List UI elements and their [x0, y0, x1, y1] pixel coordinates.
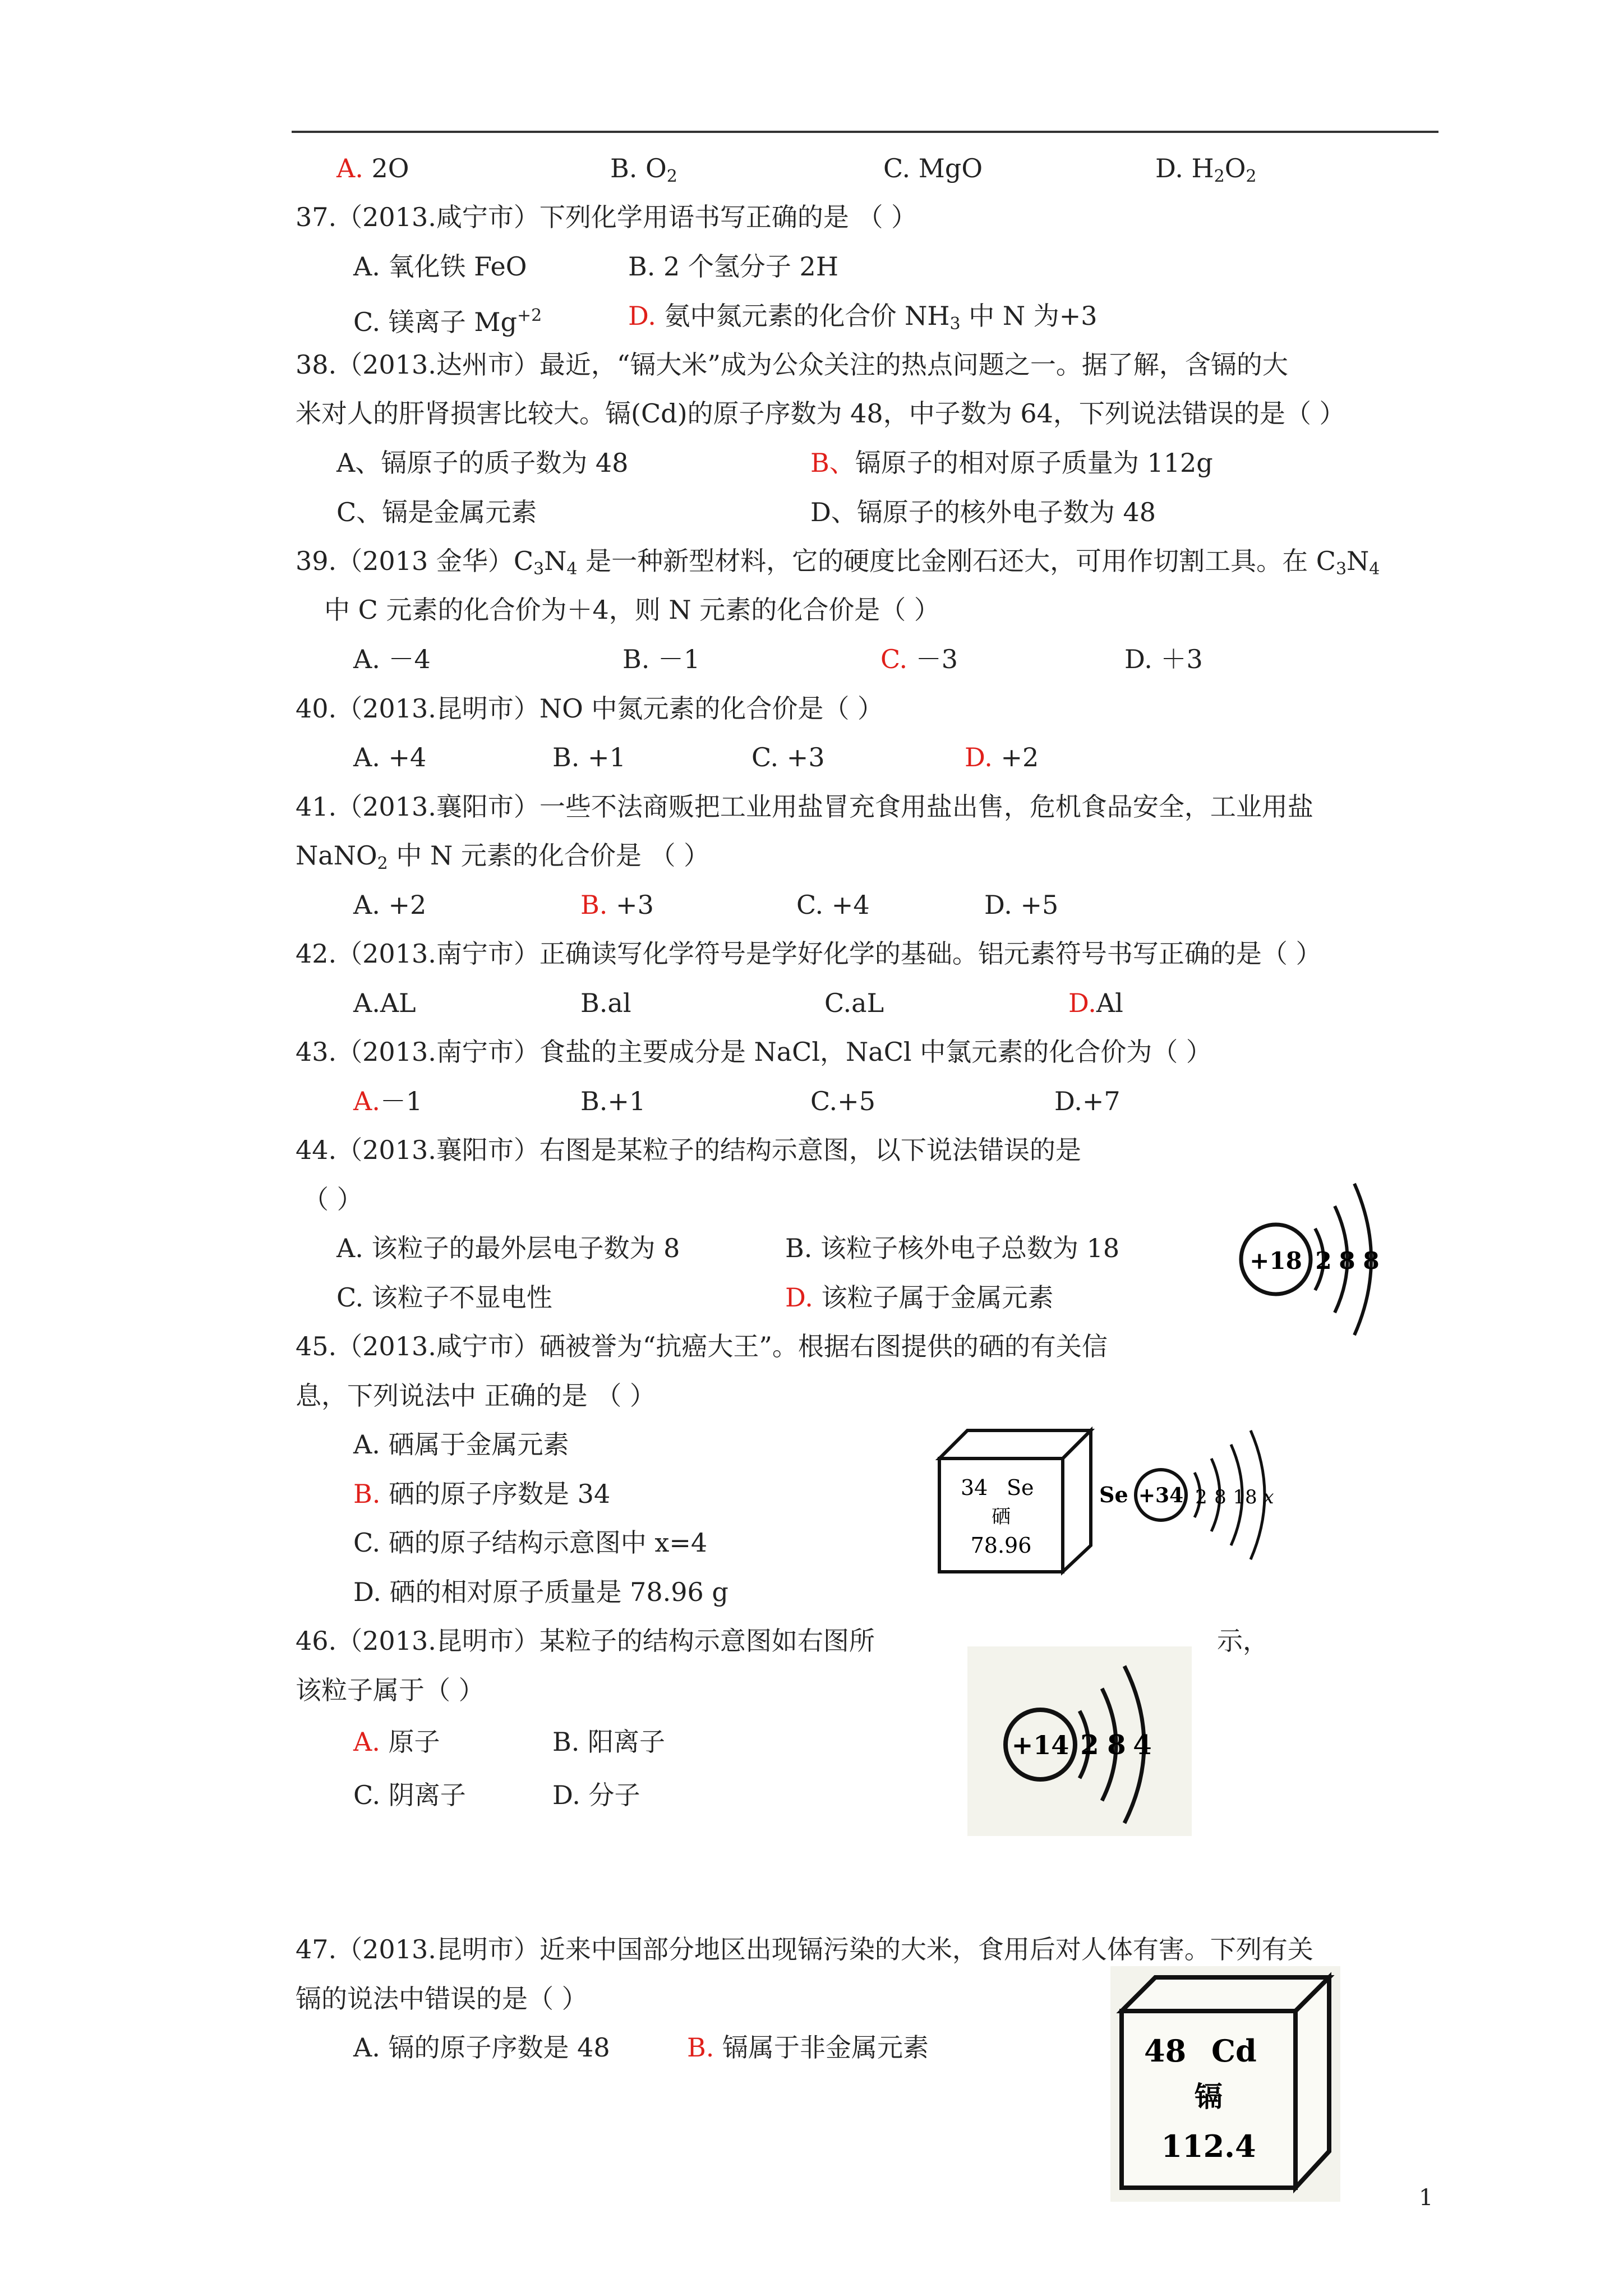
q41-stem-2b: 中 N 元素的化合价是 （ ）	[388, 840, 710, 871]
q40-option-a: A. +4	[353, 742, 427, 772]
q39-n2: N	[1347, 546, 1370, 576]
q43-option-c: C.+5	[810, 1086, 875, 1116]
q45-cell-mass: 78.96	[970, 1533, 1032, 1558]
q47-stem-2: 镉的说法中错误的是（ ）	[296, 1984, 588, 2014]
q39-stem-1a: 39.（2013 金华）C	[296, 546, 534, 576]
page-number: 1	[1419, 2185, 1433, 2211]
q36-option-d: D. H	[1155, 153, 1214, 183]
q41-stem-2a: NaNO	[296, 840, 377, 871]
q47-cell-mass: 112.4	[1161, 2128, 1256, 2164]
q44-shell-2: 8	[1339, 1247, 1355, 1274]
q46-shell-2: 8	[1107, 1729, 1126, 1761]
q42-option-d-letter: D.	[1068, 988, 1096, 1018]
q42-option-b: B.al	[580, 988, 631, 1018]
q46-shell-1: 2	[1080, 1729, 1099, 1761]
q44-option-c: C. 该粒子不显电性	[336, 1282, 552, 1313]
q42-option-a: A.AL	[353, 988, 416, 1018]
q44-option-d: 该粒子属于金属元素	[813, 1282, 1054, 1313]
q45-option-b-letter: B.	[353, 1479, 381, 1509]
q43-option-a: －1	[380, 1086, 423, 1116]
q39-sub2: 4	[566, 559, 578, 579]
q40-option-b: B. +1	[552, 742, 626, 772]
q38-option-c: C、镉是金属元素	[336, 497, 537, 527]
q46-option-d: D. 分子	[552, 1780, 640, 1810]
q36-option-b: B. O	[610, 153, 667, 183]
q37-stem: 37.（2013.咸宁市）下列化学用语书写正确的是 （ ）	[296, 202, 917, 232]
q38-option-a: A、镉原子的质子数为 48	[336, 448, 629, 478]
q45-option-d: D. 硒的相对原子质量是 78.96 g	[353, 1577, 728, 1607]
q39-option-c: －3	[907, 644, 958, 674]
q46-option-a-letter: A.	[353, 1727, 380, 1757]
q37-option-d: 氨中氮元素的化合价 NH	[656, 301, 950, 331]
q47-cell-symbol: Cd	[1211, 2033, 1257, 2069]
q38-option-b: 镉原子的相对原子质量为 112g	[855, 448, 1213, 478]
q43-option-b: B.+1	[580, 1086, 646, 1116]
q46-nucleus-label: +14	[1011, 1730, 1069, 1760]
q44-option-b: B. 该粒子核外电子总数为 18	[785, 1233, 1120, 1263]
q45-cell-symbol: Se	[1007, 1475, 1034, 1500]
q45-shell-4: x	[1263, 1486, 1274, 1508]
q44-stem-1: 44.（2013.襄阳市）右图是某粒子的结构示意图，以下说法错误的是	[296, 1135, 1081, 1165]
q40-option-c: C. +3	[751, 742, 825, 772]
q45-shell-3: 18	[1233, 1486, 1257, 1508]
q44-shell-1: 2	[1315, 1247, 1332, 1274]
q39-n1: N	[544, 546, 567, 576]
q47-cell-number: 48	[1144, 2033, 1187, 2069]
q39-stem-1b: 是一种新型材料，它的硬度比金刚石还大，可用作切割工具。在 C	[577, 546, 1336, 576]
q37-option-d-letter: D.	[628, 301, 656, 331]
q38-stem-2: 米对人的肝肾损害比较大。镉(Cd)的原子序数为 48，中子数为 64，下列说法错误的是（ ）	[296, 398, 1345, 429]
q45-element-cell	[934, 1425, 1102, 1576]
q37-option-a: A. 氧化铁 FeO	[353, 251, 527, 282]
q47-cell-name: 镉	[1195, 2080, 1223, 2113]
q45-stem-2: 息，下列说法中 正确的是 （ ）	[296, 1381, 656, 1411]
q41-option-d: D. +5	[984, 890, 1059, 920]
q39-stem-2: 中 C 元素的化合价为＋4，则 N 元素的化合价是（ ）	[324, 595, 940, 625]
q39-option-d: D. ＋3	[1124, 644, 1203, 674]
header-rule	[292, 131, 1438, 133]
q47-option-b-letter: B.	[687, 2032, 714, 2063]
q41-option-b-letter: B.	[580, 890, 608, 920]
q46-option-a: 原子	[380, 1727, 440, 1757]
q38-stem-1: 38.（2013.达州市）最近，“镉大米”成为公众关注的热点问题之一。据了解，含镉的大	[296, 349, 1288, 380]
q44-atom-diagram	[1228, 1167, 1408, 1352]
q43-stem: 43.（2013.南宁市）食盐的主要成分是 NaCl，NaCl 中氯元素的化合价为（ ）	[296, 1037, 1212, 1067]
q39-option-b: B. －1	[623, 644, 700, 674]
q45-option-c: C. 硒的原子结构示意图中 x=4	[353, 1527, 708, 1558]
q41-option-c: C. +4	[796, 890, 870, 920]
q46-option-c: C. 阴离子	[353, 1780, 466, 1810]
q46-stem-1: 46.（2013.昆明市）某粒子的结构示意图如右图所	[296, 1626, 875, 1656]
q37-option-d-sub: 3	[949, 314, 961, 334]
q46-stem-1-tail: 示，	[1217, 1626, 1269, 1656]
q44-stem-2: （ ）	[303, 1184, 363, 1214]
q40-stem: 40.（2013.昆明市）NO 中氮元素的化合价是（ ）	[296, 693, 884, 724]
q41-stem-1: 41.（2013.襄阳市）一些不法商贩把工业用盐冒充食用盐出售，危机食品安全，工业用盐	[296, 792, 1313, 822]
q39-sub3: 3	[1335, 559, 1347, 579]
q45-option-a: A. 硒属于金属元素	[353, 1429, 569, 1460]
q37-option-b: B. 2 个氢分子 2H	[628, 251, 838, 282]
q45-nucleus-label: +34	[1138, 1484, 1184, 1507]
q42-stem: 42.（2013.南宁市）正确读写化学符号是学好化学的基础。铝元素符号书写正确的是（ ）	[296, 938, 1322, 969]
q47-option-a: A. 镉的原子序数是 48	[353, 2032, 610, 2063]
q46-shell-3: 4	[1133, 1729, 1152, 1761]
q39-sub1: 3	[533, 559, 545, 579]
q36-option-a-letter: A.	[336, 153, 363, 183]
q36-option-b-sub: 2	[666, 167, 677, 186]
q46-option-b: B. 阳离子	[552, 1727, 666, 1757]
q45-shell-1: 2	[1195, 1486, 1207, 1508]
q45-stem-1: 45.（2013.咸宁市）硒被誉为“抗癌大王”。根据右图提供的硒的有关信	[296, 1331, 1108, 1361]
q38-option-b-letter: B、	[810, 448, 855, 478]
q47-stem-1: 47.（2013.昆明市）近来中国部分地区出现镉污染的大米，食用后对人体有害。下列有关	[296, 1934, 1313, 1964]
q37-option-d-tail: 中 N 为+3	[960, 301, 1098, 331]
q45-fig-symbol: Se	[1099, 1482, 1128, 1507]
q46-stem-2: 该粒子属于（ ）	[296, 1675, 485, 1705]
q40-option-d: +2	[992, 742, 1039, 772]
q44-shell-3: 8	[1363, 1247, 1380, 1274]
q38-option-d: D、镉原子的核外电子数为 48	[810, 497, 1156, 527]
q36-option-d-sub2: 2	[1246, 167, 1257, 186]
q39-stem-1	[296, 544, 1380, 586]
q42-option-c: C.aL	[824, 988, 884, 1018]
q41-option-a: A. +2	[353, 890, 427, 920]
q47-option-b: 镉属于非金属元素	[714, 2032, 929, 2063]
q36-option-d-sub1: 2	[1214, 167, 1225, 186]
q43-option-d: D.+7	[1054, 1086, 1121, 1116]
q45-cell-number: 34	[961, 1475, 988, 1500]
q47-element-cell	[1110, 1966, 1340, 2202]
q39-option-c-letter: C.	[880, 644, 908, 674]
q36-option-c: C. MgO	[883, 153, 983, 183]
q40-option-d-letter: D.	[965, 742, 993, 772]
q43-option-a-letter: A.	[353, 1086, 380, 1116]
q42-option-d: Al	[1096, 988, 1123, 1018]
q36-option-d-mid: O	[1224, 153, 1246, 183]
q45-option-b: 硒的原子序数是 34	[380, 1479, 611, 1509]
q45-shell-2: 8	[1214, 1486, 1227, 1508]
q41-option-b: +3	[607, 890, 654, 920]
q37-option-c-sup: +2	[517, 306, 542, 325]
q39-option-a: A. －4	[353, 644, 431, 674]
q46-atom-diagram	[967, 1646, 1192, 1836]
q45-cell-name: 硒	[992, 1506, 1011, 1528]
q36-option-a: 2O	[363, 153, 409, 183]
q44-nucleus-label: +18	[1249, 1247, 1302, 1274]
q44-option-a: A. 该粒子的最外层电子数为 8	[336, 1233, 680, 1263]
q37-option-c: C. 镁离子 Mg	[353, 307, 517, 337]
q44-option-d-letter: D.	[785, 1282, 813, 1313]
q45-atom-diagram	[1094, 1419, 1312, 1576]
q41-stem-2-sub: 2	[377, 854, 388, 873]
q39-sub4: 4	[1369, 559, 1380, 579]
